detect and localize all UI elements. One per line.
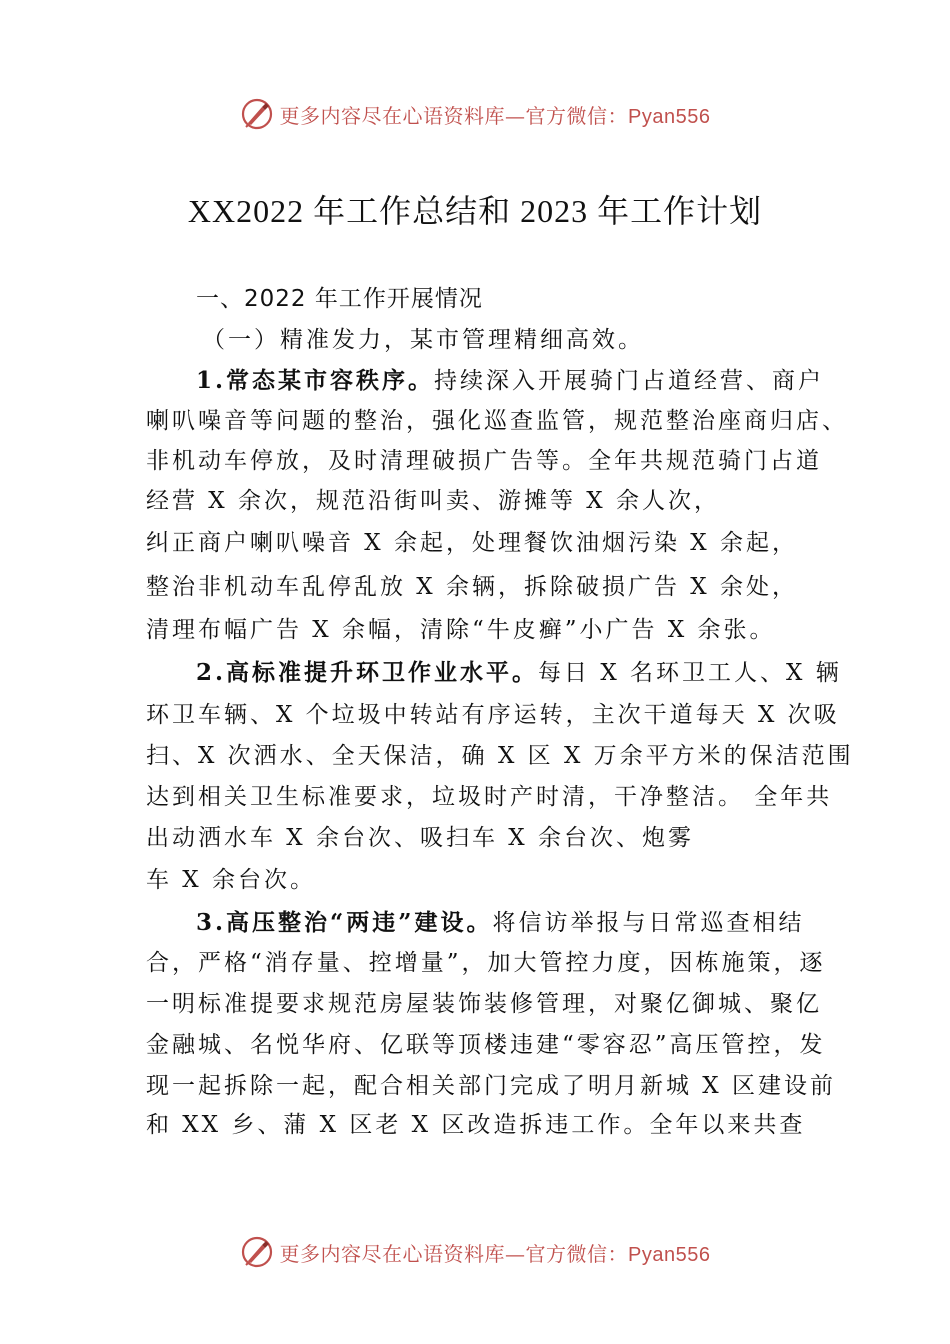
- paragraph-line: 喇叭噪音等问题的整治，强化巡查监管，规范整治座商归店、: [146, 408, 848, 434]
- paragraph-line: 2.高标准提升环卫作业水平。每日 X 名环卫工人、X 辆: [196, 659, 842, 686]
- item-lead: 1.常态某市容秩序。: [196, 367, 435, 394]
- watermark-text: 更多内容尽在心语资料库—官方微信：Pyan556: [279, 103, 711, 128]
- section-heading: 一、2022 年工作开展情况: [196, 286, 483, 312]
- subsection-heading: （一）精准发力，某市管理精细高效。: [202, 327, 644, 353]
- paragraph-line: 合，严格“消存量、控增量”，加大管控力度，因栋施策，逐: [146, 950, 826, 976]
- paragraph-line: 经营 X 余次，规范沿街叫卖、游摊等 X 余人次，: [146, 488, 720, 514]
- pen-logo-icon: [240, 1235, 274, 1269]
- paragraph-line: 纠正商户喇叭噪音 X 余起，处理餐饮油烟污染 X 余起，: [146, 530, 798, 556]
- paragraph-line: 车 X 余台次。: [146, 867, 316, 893]
- paragraph-line: 一明标准提要求规范房屋装饰装修管理，对聚亿御城、聚亿: [146, 991, 822, 1017]
- pen-logo-icon: [240, 97, 274, 131]
- paragraph-line: 扫、X 次洒水、全天保洁，确 X 区 X 万余平方米的保洁范围: [146, 743, 854, 769]
- paragraph-line: 3.高压整治“两违”建设。将信访举报与日常巡查相结: [196, 909, 805, 936]
- paragraph-line: 环卫车辆、X 个垃圾中转站有序运转，主次干道每天 X 次吸: [146, 702, 840, 728]
- watermark-header: [0, 94, 950, 134]
- paragraph-line: 1.常态某市容秩序。持续深入开展骑门占道经营、商户: [196, 367, 825, 394]
- document-title: XX2022 年工作总结和 2023 年工作计划: [187, 193, 763, 229]
- paragraph-line: 金融城、名悦华府、亿联等顶楼违建“零容忍”高压管控，发: [146, 1032, 826, 1058]
- item-lead: 2.高标准提升环卫作业水平。: [196, 659, 539, 686]
- paragraph-line: 和 XX 乡、蒲 X 区老 X 区改造拆违工作。全年以来共查: [146, 1112, 806, 1138]
- paragraph-line: 整治非机动车乱停乱放 X 余辆，拆除破损广告 X 余处，: [146, 574, 798, 600]
- paragraph-line: 非机动车停放，及时清理破损广告等。全年共规范骑门占道: [146, 448, 822, 474]
- watermark-footer: [0, 1232, 950, 1272]
- paragraph-line: 出动洒水车 X 余台次、吸扫车 X 余台次、炮雾: [146, 825, 694, 851]
- item-lead: 3.高压整治“两违”建设。: [196, 909, 493, 936]
- watermark-text: 更多内容尽在心语资料库—官方微信：Pyan556: [279, 1241, 711, 1266]
- paragraph-line: 现一起拆除一起，配合相关部门完成了明月新城 X 区建设前: [146, 1073, 836, 1099]
- paragraph-line: 清理布幅广告 X 余幅，清除“牛皮癣”小广告 X 余张。: [146, 617, 776, 643]
- paragraph-line: 达到相关卫生标准要求，垃圾时产时清，干净整洁。 全年共: [146, 784, 833, 810]
